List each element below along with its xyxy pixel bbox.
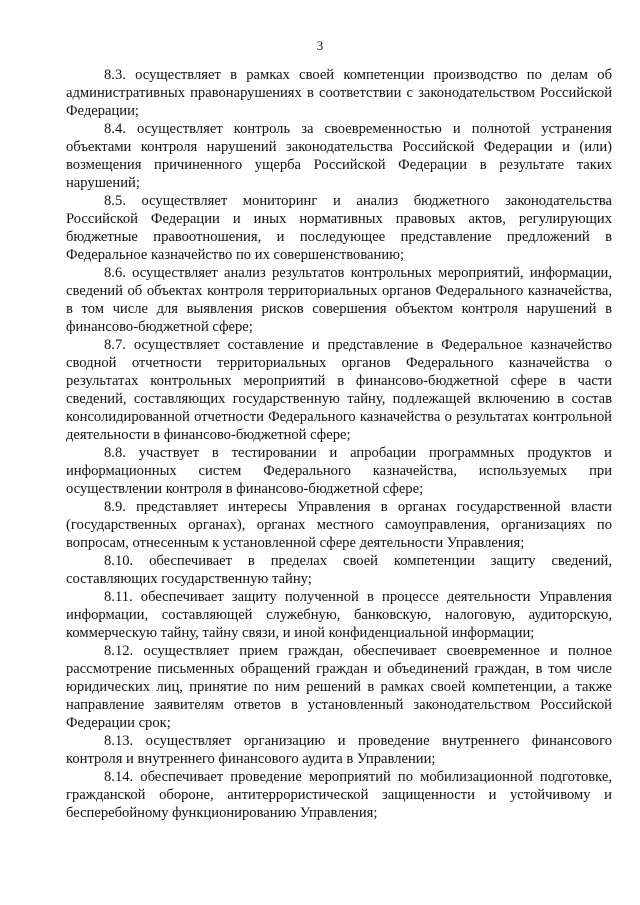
paragraph-8-7 <box>66 336 612 444</box>
paragraph-number: 8.7. <box>104 337 126 353</box>
paragraph-8-4 <box>66 120 612 192</box>
paragraph-8-14 <box>66 768 612 822</box>
paragraph-number: 8.10. <box>104 553 134 569</box>
paragraph-8-6 <box>66 264 612 336</box>
paragraph-8-11 <box>66 588 612 642</box>
paragraph-8-3 <box>66 66 612 120</box>
paragraph-number: 8.14. <box>104 769 134 785</box>
paragraph-text: осуществляет прием граждан, обеспечивает своевременное и полное рассмотрение письменных обращений граждан и объединений граждан, в том числе юридических лиц, принятие по ним решений в рамках своей компетенции, а также направление заявителям ответов в установленный законодательством Российской Федерации срок; <box>66 643 612 731</box>
page-number: 3 <box>316 38 324 53</box>
paragraph-text: обеспечивает проведение мероприятий по мобилизационной подготовке, гражданской обороне, антитеррористической защищенности и устойчивому и бесперебойному функционированию Управления; <box>66 769 612 821</box>
paragraph-8-5 <box>66 192 612 264</box>
paragraph-number: 8.9. <box>104 499 126 515</box>
paragraph-text: осуществляет контроль за своевременностью и полнотой устранения объектами контроля нарушений законодательства Российской Федерации и (или) возмещения причиненного ущерба Российской Федерации в результате таких нарушений; <box>66 121 612 191</box>
paragraph-text: осуществляет организацию и проведение внутреннего финансового контроля и внутреннего финансового аудита в Управлении; <box>66 733 612 767</box>
paragraph-number: 8.6. <box>104 265 126 281</box>
paragraph-number: 8.11. <box>104 589 133 605</box>
paragraph-number: 8.5. <box>104 193 126 209</box>
paragraph-8-10 <box>66 552 612 588</box>
paragraph-text: осуществляет составление и представление в Федеральное казначейство сводной отчетности территориальных органов Федерального казначейства о результатах контрольных мероприятий в финансово-бюджетной сфере в части сведений, составляющих государственную тайну, подлежащей включению в состав консолидированной отчетности Федерального казначейства о результатах контрольной деятельности в финансово-бюджетной сфере; <box>66 337 612 443</box>
paragraph-8-12 <box>66 642 612 732</box>
paragraph-text: обеспечивает в пределах своей компетенции защиту сведений, составляющих государственную тайну; <box>66 553 612 587</box>
paragraph-number: 8.3. <box>104 67 126 83</box>
document-body <box>66 66 612 822</box>
paragraph-text: представляет интересы Управления в органах государственной власти (государственных органах), органах местного самоуправления, организациях по вопросам, отнесенным к установленной сфере деятельности Управления; <box>66 499 612 551</box>
paragraph-number: 8.4. <box>104 121 126 137</box>
paragraph-text: осуществляет мониторинг и анализ бюджетного законодательства Российской Федерации и иных нормативных правовых актов, регулирующих бюджетные правоотношения, и последующее представление предложений в Федеральное казначейство по их совершенствованию; <box>66 193 612 263</box>
paragraph-number: 8.13. <box>104 733 134 749</box>
paragraph-text: осуществляет в рамках своей компетенции производство по делам об административных правонарушениях в соответствии с законодательством Российской Федерации; <box>66 67 612 119</box>
paragraph-text: обеспечивает защиту полученной в процессе деятельности Управления информации, составляющей служебную, банковскую, налоговую, аудиторскую, коммерческую тайну, тайну связи, и иной конфиденциальной информации; <box>66 589 612 641</box>
paragraph-text: участвует в тестировании и апробации программных продуктов и информационных систем Федерального казначейства, используемых при осуществлении контроля в финансово-бюджетной сфере; <box>66 445 612 497</box>
paragraph-8-13 <box>66 732 612 768</box>
paragraph-8-8 <box>66 444 612 498</box>
paragraph-8-9 <box>66 498 612 552</box>
paragraph-text: осуществляет анализ результатов контрольных мероприятий, информации, сведений об объектах контроля территориальных органов Федерального казначейства, в том числе для выявления рисков совершения объектом контроля нарушений в финансово-бюджетной сфере; <box>66 265 612 335</box>
paragraph-number: 8.8. <box>104 445 126 461</box>
paragraph-number: 8.12. <box>104 643 134 659</box>
